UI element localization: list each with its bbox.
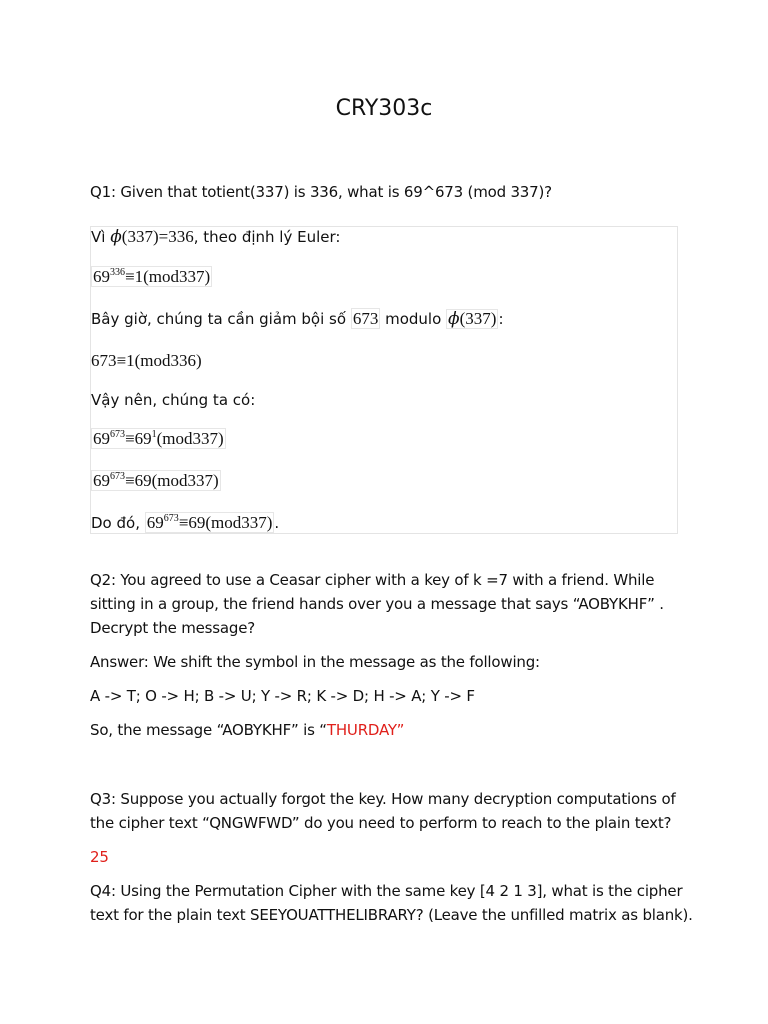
q1-line2-number: 673	[352, 309, 379, 328]
q4-question-line-1: Q4: Using the Permutation Cipher with the same key [4 2 1 3], what is the cipher	[90, 882, 683, 900]
q4-question-line-2: text for the plain text SEEYOUATTHELIBRARY? (Leave the unfilled matrix as blank).	[90, 906, 693, 924]
q2-result	[90, 718, 404, 742]
eq4-exponent: 673	[110, 471, 125, 482]
q2-result-post: ”	[396, 721, 405, 739]
eq3-exponent-2: 1	[151, 429, 157, 440]
q2-question-line-2: sitting in a group, the friend hands over you a message that says “AOBYKHF” .	[90, 595, 664, 613]
q1-question: Q1: Given that totient(337) is 336, what is 69^673 (mod 337)?	[90, 183, 552, 201]
q1-equation-3	[91, 429, 226, 449]
eq4-base: 69	[93, 471, 110, 490]
q3-question-line-1: Q3: Suppose you actually forgot the key. How many decryption computations of	[90, 790, 676, 808]
q1-line2-post: :	[498, 310, 504, 328]
phi-symbol: ϕ	[110, 227, 122, 247]
q2-question-line-1: Q2: You agreed to use a Ceasar cipher with a key of k =7 with a friend. While	[90, 571, 655, 589]
eq3-exponent: 673	[110, 429, 125, 440]
q1-line-4	[91, 513, 279, 533]
eq3-mid: ≡69	[125, 429, 152, 448]
eq2: 673≡1(mod336)	[91, 351, 202, 370]
q2-question-line-3: Decrypt the message?	[90, 619, 255, 637]
q3-answer: 25	[90, 848, 109, 866]
q1-line4-post: .	[274, 514, 280, 532]
eq1-base: 69	[93, 267, 110, 286]
q2-result-pre: So, the message “AOBYKHF” is “	[90, 721, 327, 739]
q1-equation-4	[91, 471, 221, 491]
q1-line2-expr: (337)	[459, 309, 497, 328]
q1-line1-pre: Vì	[91, 228, 111, 246]
q1-line-3: Vậy nên, chúng ta có:	[91, 391, 256, 409]
eq3-rest: (mod337)	[156, 429, 224, 448]
eq5-rest: ≡69(mod337)	[178, 513, 273, 532]
q1-equation-1	[91, 267, 212, 287]
q2-mapping: A -> T; O -> H; B -> U; Y -> R; K -> D; H -> A; Y -> F	[90, 687, 475, 705]
q1-line1-post: , theo định lý Euler:	[193, 228, 341, 246]
eq4-rest: ≡69(mod337)	[125, 471, 219, 490]
eq1-exponent: 336	[110, 267, 125, 278]
eq5-base: 69	[146, 513, 164, 532]
eq5-exponent: 673	[163, 513, 179, 524]
q2-answer: Answer: We shift the symbol in the message as the following:	[90, 653, 540, 671]
q1-line4-pre: Do đó,	[91, 514, 145, 532]
q3-question-line-2: the cipher text “QNGWFWD” do you need to perform to reach to the plain text?	[90, 814, 672, 832]
q1-line2-mid: modulo	[380, 310, 447, 328]
q1-line-2	[91, 309, 504, 329]
eq1-rest: ≡1(mod337)	[125, 267, 211, 286]
q1-line1-expr: (337)=336	[121, 227, 194, 246]
q1-equation-2	[91, 351, 202, 371]
q1-line2-pre: Bây giờ, chúng ta cần giảm bội số	[91, 310, 351, 328]
eq3-base: 69	[93, 429, 110, 448]
document-title: CRY303c	[335, 96, 433, 121]
phi-symbol: ϕ	[448, 309, 460, 329]
q1-answer-box	[90, 226, 678, 534]
q2-result-word: THURDAY	[326, 721, 397, 739]
q1-line-1	[91, 227, 340, 247]
